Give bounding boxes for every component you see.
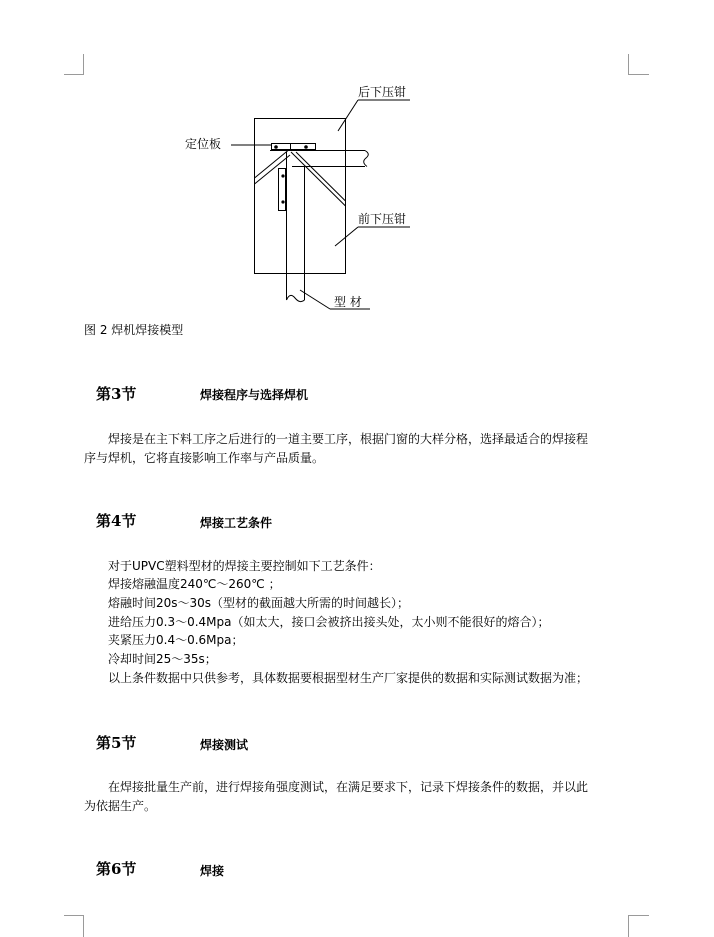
section-6-title: 焊接 bbox=[200, 864, 225, 878]
section-4-line-7: 以上条件数据中只供参考，具体数据要根据型材生产厂家提供的数据和实际测试数据为准； bbox=[108, 671, 589, 685]
section-5-paragraph-line-2: 为依据生产。 bbox=[84, 799, 157, 813]
section-4-line-6: 冷却时间25～35s； bbox=[108, 652, 217, 666]
crop-mark-bottom-right bbox=[628, 915, 649, 937]
positioning-plate bbox=[272, 144, 316, 150]
section-3-paragraph-line-2: 序与焊机，它将直接影响工作率与产品质量。 bbox=[84, 451, 325, 465]
label-rear-clamp: 后下压钳 bbox=[358, 85, 407, 99]
machine-body bbox=[255, 119, 346, 274]
section-5-title: 焊接测试 bbox=[200, 738, 249, 752]
section-5-paragraph-line-1: 在焊接批量生产前，进行焊接角强度测试，在满足要求下，记录下焊接条件的数据，并以此 bbox=[108, 780, 589, 794]
figure-caption: 图 2 焊机焊接模型 bbox=[84, 323, 184, 337]
section-4-line-5: 夹紧压力0.4～0.6Mpa； bbox=[108, 633, 244, 647]
crop-mark-top-left bbox=[64, 54, 84, 75]
section-3-title: 焊接程序与选择焊机 bbox=[200, 388, 309, 402]
section-4-line-2: 焊接熔融温度240℃～260℃ ； bbox=[108, 577, 281, 591]
welding-model-figure bbox=[180, 80, 420, 315]
section-3-number: 第3节 bbox=[96, 385, 137, 403]
crop-mark-bottom-left bbox=[64, 915, 84, 937]
section-4-title: 焊接工艺条件 bbox=[200, 516, 273, 530]
section-6-number: 第6节 bbox=[96, 860, 137, 878]
label-positioning-plate: 定位板 bbox=[185, 137, 222, 151]
label-profile: 型 材 bbox=[334, 295, 362, 309]
label-front-clamp: 前下压钳 bbox=[358, 212, 407, 226]
crop-mark-top-right bbox=[628, 54, 649, 75]
section-4-line-4: 进给压力0.3～0.4Mpa（如太大，接口会被挤出接头处，太小则不能很好的熔合）； bbox=[108, 615, 550, 629]
section-4-line-1: 对于UPVC塑料型材的焊接主要控制如下工艺条件： bbox=[108, 559, 381, 573]
section-3-paragraph-line-1: 焊接是在主下料工序之后进行的一道主要工序，根据门窗的大样分格，选择最适合的焊接程 bbox=[108, 432, 589, 446]
section-5-number: 第5节 bbox=[96, 734, 137, 752]
section-4-line-3: 熔融时间20s～30s（型材的截面越大所需的时间越长）； bbox=[108, 596, 410, 610]
section-4-number: 第4节 bbox=[96, 512, 137, 530]
